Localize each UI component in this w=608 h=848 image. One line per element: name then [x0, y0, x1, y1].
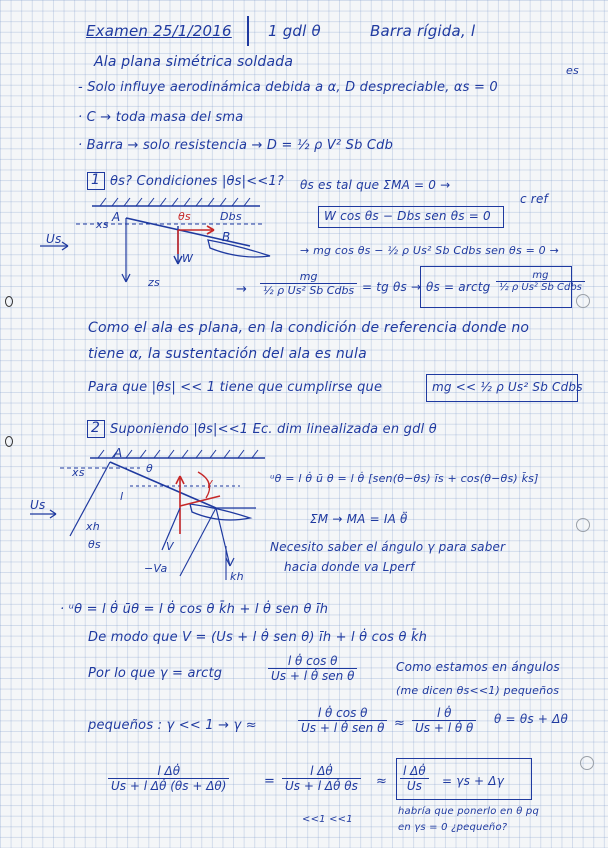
gamma-denominator: Us + l θ̇ sen θ	[271, 669, 355, 683]
small-angle-denominator: Us + l θ̇ sen θ	[301, 721, 385, 735]
velocity-equation: ᵘθ = l θ̇ ū θ = l θ̇ [sen(θ−θs) īs + cos(θ−θs) k̄s]	[270, 472, 539, 485]
us-label: Us	[46, 232, 62, 246]
como-line-2: (me dicen θs<<1) pequeños	[396, 684, 560, 697]
side-note-2: en γs = 0 ¿pequeño?	[398, 822, 508, 833]
part2-number: 2	[91, 420, 101, 436]
tan-arrow: →	[236, 282, 248, 297]
part1-diagram	[40, 196, 280, 296]
margin-note: es	[566, 64, 579, 77]
binder-hole	[5, 436, 13, 447]
thetas2-label: θs	[88, 538, 101, 551]
xs2-label: xs	[72, 466, 85, 479]
side-note-1: habría que ponerlo en θ pq	[398, 806, 540, 817]
condition-text: Para que |θs| << 1 tiene que cumplirse que	[88, 380, 383, 395]
title-divider	[247, 16, 249, 46]
theta-s-result: θs = arctg	[426, 280, 491, 294]
gamma-result-rhs: = γs + Δγ	[442, 774, 505, 788]
tan-denominator: ½ ρ Us² Sb Cdbs	[263, 284, 355, 297]
linearized-denominator: Us + l Δθ̇ θs	[285, 779, 358, 793]
need-line-2: hacia donde va Lperf	[284, 560, 415, 574]
theta-s-fraction	[496, 270, 585, 293]
gamma-numerator: l θ̇ cos θ	[268, 654, 357, 669]
tan-fraction	[260, 270, 357, 297]
point-a-label: A	[112, 210, 121, 224]
degrees-of-freedom: 1 gdl θ	[268, 22, 321, 40]
condition-formula: mg << ½ ρ Us² Sb Cdbs	[432, 380, 583, 394]
v-label: V	[166, 540, 174, 553]
zs-axis-label: zs	[148, 276, 160, 289]
binder-hole	[5, 296, 13, 307]
gamma-fraction	[268, 654, 357, 683]
need-line-1: Necesito saber el ángulo γ para saber	[270, 540, 506, 554]
margin-circle	[576, 518, 590, 532]
perturbation-numerator: l Δθ̇	[108, 764, 229, 779]
perturbation-fraction	[108, 764, 229, 793]
linearized-numerator: l Δθ̇	[282, 764, 361, 779]
theta-definition: θ = θs + Δθ	[494, 712, 569, 726]
tan-rhs: = tg θs →	[362, 280, 422, 294]
de-modo-que: De modo que V = (Us + l θ̇ sen θ) īh + l θ̇ cos θ k̄h	[88, 630, 428, 645]
small-angle-numerator: l θ̇ cos θ	[298, 706, 387, 721]
equilibrium-statement: θs es tal que ΣMA = 0 →	[300, 178, 451, 192]
xh-label: xh	[86, 520, 100, 533]
approx-sign-2: ≈	[376, 774, 388, 789]
simplified-fraction	[412, 706, 476, 735]
subject: Barra rígida, l	[370, 22, 476, 40]
simplified-numerator: l θ̇	[412, 706, 476, 721]
drag-label: Dbs	[220, 210, 242, 223]
theta-s-numerator: mg	[496, 270, 585, 282]
point-a2-label: A	[114, 446, 123, 460]
underbrace-notes: <<1 <<1	[302, 814, 353, 825]
assumption-1: Ala plana simétrica soldada	[94, 54, 294, 70]
gamma-result-numerator: l Δθ̇	[400, 764, 429, 779]
part1-number: 1	[91, 172, 101, 188]
margin-circle	[576, 294, 590, 308]
small-angle-fraction	[298, 706, 387, 735]
perturbation-denominator: Us + l Δθ̇ (θs + Δθ)	[111, 779, 227, 793]
l-label: l	[120, 490, 124, 503]
explanation-line-2: tiene α, la sustentación del ala es nula	[88, 346, 367, 362]
margin-circle	[580, 756, 594, 770]
linearized-fraction	[282, 764, 361, 793]
cref-label: c ref	[520, 192, 548, 206]
part1-question: θs? Condiciones |θs|<<1?	[110, 174, 284, 189]
gamma-label: γ	[206, 476, 213, 489]
theta2-label: θ	[146, 462, 153, 475]
gamma-result-denominator: Us	[406, 779, 422, 793]
equals-sign: =	[264, 774, 276, 789]
kh-label: kh	[230, 570, 244, 583]
velocity-components: · ᵘθ = l θ̇ ūθ = l θ̇ cos θ k̄h + l θ̇ sen θ īh	[60, 602, 329, 617]
equilibrium-equation: W cos θs − Dbs sen θs = 0	[324, 209, 491, 223]
como-line-1: Como estamos en ángulos	[396, 660, 560, 674]
theta-s-denominator: ½ ρ Us² Sb Cdbs	[499, 282, 582, 293]
exam-title: Examen 25/1/2016	[86, 22, 232, 40]
assumption-4: · Barra → solo resistencia → D = ½ ρ V² Sb Cdb	[78, 138, 394, 153]
assumption-3: · C → toda masa del sma	[78, 110, 244, 125]
minus-v-label: −Va	[144, 562, 168, 575]
explanation-line-1: Como el ala es plana, en la condición de referencia donde no	[88, 320, 530, 336]
simplified-denominator: Us + l θ̇ θ	[415, 721, 474, 735]
approx-sign: ≈	[394, 716, 406, 731]
equation-2: → mg cos θs − ½ ρ Us² Sb Cdbs sen θs = 0 →	[300, 244, 559, 257]
xs-axis-label: xs	[96, 218, 109, 231]
point-b-label: B	[222, 230, 231, 244]
pequenos-line: pequeños : γ << 1 → γ ≈	[88, 718, 257, 733]
tan-numerator: mg	[260, 270, 357, 284]
assumption-2: - Solo influye aerodinámica debida a α, D despreciable, αs = 0	[78, 80, 498, 95]
part2-heading: Suponiendo |θs|<<1 Ec. dim linealizada en gdl θ	[110, 422, 437, 437]
theta-s-label: θs	[178, 210, 191, 223]
gamma-result-fraction	[400, 764, 429, 793]
por-lo-que: Por lo que γ = arctg	[88, 666, 223, 681]
us2-label: Us	[30, 498, 46, 512]
moment-equation: ΣM → MA = IA θ̈	[310, 512, 408, 526]
weight-label: W	[182, 252, 194, 265]
